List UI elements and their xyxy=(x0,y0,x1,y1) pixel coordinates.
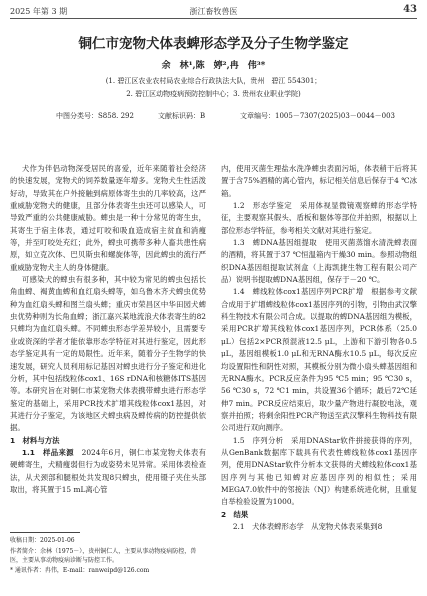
article-number: 文章编号：1005－7307(2025)03－0044－003 xyxy=(240,112,395,120)
journal-name: 浙江畜牧兽医 xyxy=(189,7,238,16)
corresponding-author: * 通讯作者：冉伟，E-mail：ranweipd@126.com xyxy=(10,567,150,574)
article-title: 铜仁市宠物犬体表蜱形态学及分子生物学鉴定 xyxy=(78,36,349,52)
running-header xyxy=(10,4,417,18)
section-heading: 2 结果 xyxy=(221,509,249,519)
right-column xyxy=(221,163,417,533)
body-paragraph: 可感染犬的蜱虫有很多种，其中较为常见的蜱虫包括长角血蜱、褐黄血蜱和血红扇头蜱等，如乌鲁木齐犬蜱虫优势种为血红扇头蜱和图兰扇头蜱；重庆市荣昌区中华田园犬蜱虫优势种则为长角血蜱；浙江嘉兴某地流浪犬体表寄生的82只蜱均为血红扇头蜱。不同蜱虫形态学差异较小，且需要专业或资深的学者才能依靠形态学特征对其进行鉴定，因此形态学鉴定具有一定的局限性。近年来，随着分子生物学的快速发展，研究人员利用标记基因对蜱虫进行分子鉴定和进化分析，其中包括线粒体cox1、16S rDNA和核糖体ITS基因等。本研究旨在对铜仁市某宠物犬体表携带蜱虫进行形态学鉴定的基础上，采用PCR技术扩增其线粒体cox1基因，对其进行分子鉴定，为该地区犬蜱虫病及蜱传病的防控提供依据。 xyxy=(10,275,206,433)
body-paragraph: 1.5 序列分析 采用DNAStar软件拼接获得的序列，从GenBank数据库下载具有代表性蜱线粒体cox1基因序列，使用DNAStar软件分析本文获得的犬蜱线粒体cox1基因序列与其他已知蜱对应基因序列的相似性；采用MEGA7.0软件中的邻接法（NJ）构建系统进化树，且重复自举检验设置为1000。 xyxy=(221,435,417,507)
author-list: 余 林¹,陈 婷²,冉 伟³* xyxy=(161,61,266,71)
body-paragraph: 2.1 犬体表蜱形态学 从宠物犬体表采集到8 xyxy=(232,521,383,531)
clc-number: 中图分类号：S858. 292 xyxy=(56,112,134,120)
body-paragraph: 1.4 蜱线粒体cox1基因序列PCR扩增 根据参考文献合成用于扩增蜱线粒体cox1基因序列的引物，引物由武汉擎科生物技术有限公司合成。以提取的蜱DNA基因组为模板，采用PCR扩增其线粒体cox1基因序列，PCR体系（25.0 μL）包括2×PCR预混液12.5 μL，上游和下游引物各0.5 μL，基因组模板1.0 μL和无RNA酶水10.5 μL，每次反应均设置阳性和阴性对照，其模板分别为微小扇头蜱基因组和无RNA酶水。PCR反应条件为95 ℃5 min；95 ℃30 s，56 ℃30 s，72 ℃1 min，共设置36个循环；最后72℃延伸7 min。PCR反应结束后，取少量产物进行凝胶电泳，观察并拍照；将剩余阳性PCR产物送至武汉擎科生物科技有限公司进行双向测序。 xyxy=(221,287,417,433)
header-rule xyxy=(10,18,417,19)
subsection-heading: 1.1 样品来源 xyxy=(21,447,74,457)
author-info: 作者简介：余林（1975－），贵州铜仁人，主要从事动物疫病防控，兽医，主要从事动物疫病诊断与防控工作。 xyxy=(10,548,197,564)
body-paragraph: 犬作为伴侣动物深受居民的喜爱，近年来随着社会经济的快速发展，宠物犬的饲养数量逐年增多。宠物犬生性活泼好动，导致其在户外接触到病原体寄生虫的几率较高，这严重威胁宠物犬的健康，且部分体表寄生虫还可以感染人，可导致严重的公共健康威胁。蜱虫是一种十分常见的寄生虫，其寄生于宿主体表，通过叮咬和吸血造成宿主贫血和消瘦等，并至叮咬处充红；此外，蜱虫可携带多种人畜共患性病原，如立克次体、巴贝斯虫和螺旋体等，因此蜱虫的流行严重威胁宠物犬主人的身体健康。 xyxy=(10,164,206,272)
received-date: 收稿日期：2025-01-06 xyxy=(10,537,75,544)
subsection-paragraph: 1.1 样品来源 2024年6月，铜仁市某宠物犬体表有硬蜱寄生，犬精瘦弱但行为或姿势未见异常。采用体表检查法，从犬颈部和腿根处共发现8只蜱虫，使用镊子夹住头部取出，将其置于15 mL离心管 xyxy=(10,447,206,494)
section-heading: 1 材料与方法 xyxy=(10,435,60,445)
body-paragraph: 1.3 蜱DNA基因组提取 使用灭菌蒸馏水清洗蜱表面的酒精，将其置于37 ℃恒温箱内干燥30 min。参照动物组织DNA基因组提取试剂盒（上海凯捷生物工程有限公司产品）说明书提取蜱DNA基因组，保存于－20 ℃。 xyxy=(221,238,417,285)
footnote-rule xyxy=(10,532,80,533)
affiliation-line-1: (1. 碧江区农业农村局农业综合行政执法大队，贵州 碧江 554301； xyxy=(105,77,322,85)
body-paragraph: 1.2 形态学鉴定 采用体视显微镜观察蜱的形态学特征，主要观察其假头、盾板和躯体等部位并拍照，根据以上部位形态学特征，参考相关文献对其进行鉴定。 xyxy=(221,201,417,235)
document-code: 文献标识码：B xyxy=(158,112,206,120)
affiliation-line-2: 2. 碧江区动物疫病预防控制中心；3. 贵州农业职业学院) xyxy=(126,90,301,98)
page-number: 43 xyxy=(403,4,417,15)
body-paragraph: 内，使用灭菌生理盐水洗净蜱虫表面污垢，体表稍干后将其置于含75%酒精的离心管内，标记相关信息后保存于4 ℃冰箱。 xyxy=(221,164,417,198)
left-column xyxy=(10,163,206,496)
issue-label: 2025 年第 3 期 xyxy=(10,7,68,16)
